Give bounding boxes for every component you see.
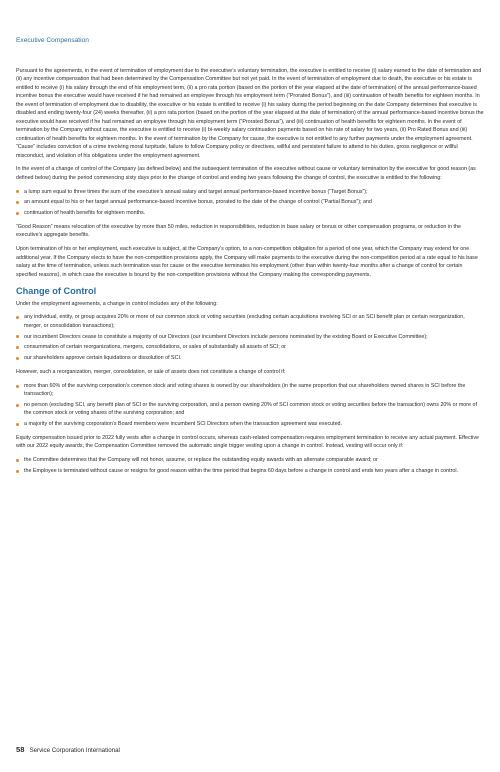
list-item: an amount equal to his or her target annual performance-based incentive bonus, prorated to the date of the change of control (“Partial Bonus”); and xyxy=(16,198,484,206)
bullet-icon xyxy=(16,190,19,193)
change-of-control-intro: In the event of a change of control of the Company (as defined below) and the subsequent termination of the executive without cause or voluntary termination by the executive for good reason (as defined below) during the period commencing sixty days prior to the change of control and ending two years following the change of control, the executive is entitled to the following: xyxy=(16,166,476,181)
bullet-icon xyxy=(16,357,19,360)
bullet-icon xyxy=(16,335,19,338)
list-item: our incumbent Directors cease to constitute a majority of our Directors (our incumbent Directors include persons nominated by the existing Board or Executive Committee); xyxy=(16,333,484,341)
page-number: 58 xyxy=(16,745,25,754)
vesting-conditions-list xyxy=(16,456,484,475)
list-item: our shareholders approve certain liquidations or dissolution of SCI. xyxy=(16,354,484,362)
company-name: Service Corporation International xyxy=(29,747,120,754)
exceptions-list xyxy=(16,382,484,429)
bullet-icon xyxy=(16,316,19,319)
list-item: no person (excluding SCI, any benefit plan of SCI or the surviving corporation, and a person owning 20% of SCI common stock or voting securities before the transaction) owns 20% or more of the common stock or voting shares of the surviving corporation; and xyxy=(16,401,484,418)
list-item: the Committee determines that the Company will not honor, assume, or replace the outstanding equity awards with an alternate comparable award; or xyxy=(16,456,484,464)
list-item: a majority of the surviving corporation’s Board members were incumbent SCI Directors when the transaction agreement was executed. xyxy=(16,420,484,428)
good-reason-paragraph: “Good Reason” means relocation of the executive by more than 50 miles, reduction in responsibilities, reduction in base salary or bonus or other compensation programs, or reduction in the executive’s aggregate benefits. xyxy=(16,224,461,239)
bullet-icon xyxy=(16,346,19,349)
termination-paragraph: Pursuant to the agreements, in the event of termination of employment due to the executive’s voluntary termination, the executive is entitled to receive (i) salary earned to the date of termination and (ii) any incentive compensation that had been determined by the Compensation Committee but not yet paid. In the event of termination of employment due to death, the executive or his estate is entitled to receive (i) his salary through the end of his employment term, (ii) a pro rata portion (based on the portion of the year elapsed at the date of termination) of the annual performance-based incentive bonus the executive would have received if he had remained an employee through his employment term (“Prorated Bonus”), and (iii) continuation of health benefits for eighteen months. In the event of termination of employment due to disability, the executive or his estate is entitled to receive (i) his salary during the period beginning on the date Company determines that executive is disabled and ending twenty-four (24) weeks thereafter, (ii) a pro rata portion (based on the portion of the year elapsed at the date of termination) of the annual performance-based incentive bonus the executive would have received if he had remained an employee through his employment term (“Prorated Bonus”), and (iii) continuation of health benefits for eighteen months. In the event of termination by the Company without cause, the executive is entitled to receive (i) bi-weekly salary continuation payments based on his rate of salary for two years, (ii) Pro Rated Bonus and (iii) continuation of health benefits for eighteen months. In the event of termination by the Company for cause, the executive is not entitled to any further payments under the employment agreement. “Cause” includes conviction of a crime involving moral turpitude, failure to follow Company policy or directives, willful and persistent failure to attend to his duties, gross negligence or willful misconduct, and violation of his obligations under the employment agreement. xyxy=(16,68,484,159)
bullet-icon xyxy=(16,201,19,204)
list-item: the Employee is terminated without cause or resigns for good reason within the time period that begins 60 days before a change in control and ends two years after a change in control. xyxy=(16,467,484,475)
non-competition-paragraph: Upon termination of his or her employment, each executive is subject, at the Company’s option, to a non-competition obligation for a period of one year, which the Company may extend for one additional year. If the Company elects to have the non-competition provisions apply, the Company will make payments to the executive during the non-competition period at a rate equal to his base salary at the time of termination, unless such termination was for cause or the executive terminates his employment (other than within twenty-four months after a change of control for certain specified reasons), in which case the executive is bound by the non-competition provisions without the Company making the corresponding payments. xyxy=(16,246,478,278)
bullet-icon xyxy=(16,212,19,215)
change-of-control-heading: Change of Control xyxy=(16,285,97,296)
list-item: more than 60% of the surviving corporation’s common stock and voting shares is owned by our shareholders (in the same proportion that our shareholders owned shares in SCI before the transaction); xyxy=(16,382,484,399)
equity-vesting-paragraph: Equity compensation issued prior to 2022 fully vests after a change in control occurs, whereas cash-related compensation requires employment termination to receive any actual payment. Effective with our 2022 equity awards, the Compensation Committee removed the automatic single trigger vesting upon a change in control. Instead, vesting will occur only if: xyxy=(16,435,479,450)
list-item: a lump sum equal to three times the sum of the executive’s annual salary and target annual performance-based incentive bonus (“Target Bonus”); xyxy=(16,188,484,196)
bullet-icon xyxy=(16,385,19,388)
page-footer xyxy=(16,745,120,754)
list-item: continuation of health benefits for eighteen months. xyxy=(16,209,484,217)
document-body xyxy=(16,67,484,481)
list-item: consummation of certain reorganizations, mergers, consolidations, or sales of substantially all assets of SCI; or xyxy=(16,343,484,351)
bullet-icon xyxy=(16,404,19,407)
cic-events-list xyxy=(16,313,484,362)
cic-benefits-list xyxy=(16,188,484,218)
section-header: Executive Compensation xyxy=(16,37,89,44)
cic-definition-intro: Under the employment agreements, a change in control includes any of the following: xyxy=(16,300,218,307)
bullet-icon xyxy=(16,459,19,462)
bullet-icon xyxy=(16,470,19,473)
exceptions-intro: However, such a reorganization, merger, consolidation, or sale of assets does not constitute a change of control if: xyxy=(16,368,286,375)
list-item: any individual, entity, or group acquires 20% or more of our common stock or voting securities (excluding certain acquisitions involving SCI or an SCI benefit plan or certain reorganization, merger, or consolidation transactions); xyxy=(16,313,484,330)
bullet-icon xyxy=(16,423,19,426)
